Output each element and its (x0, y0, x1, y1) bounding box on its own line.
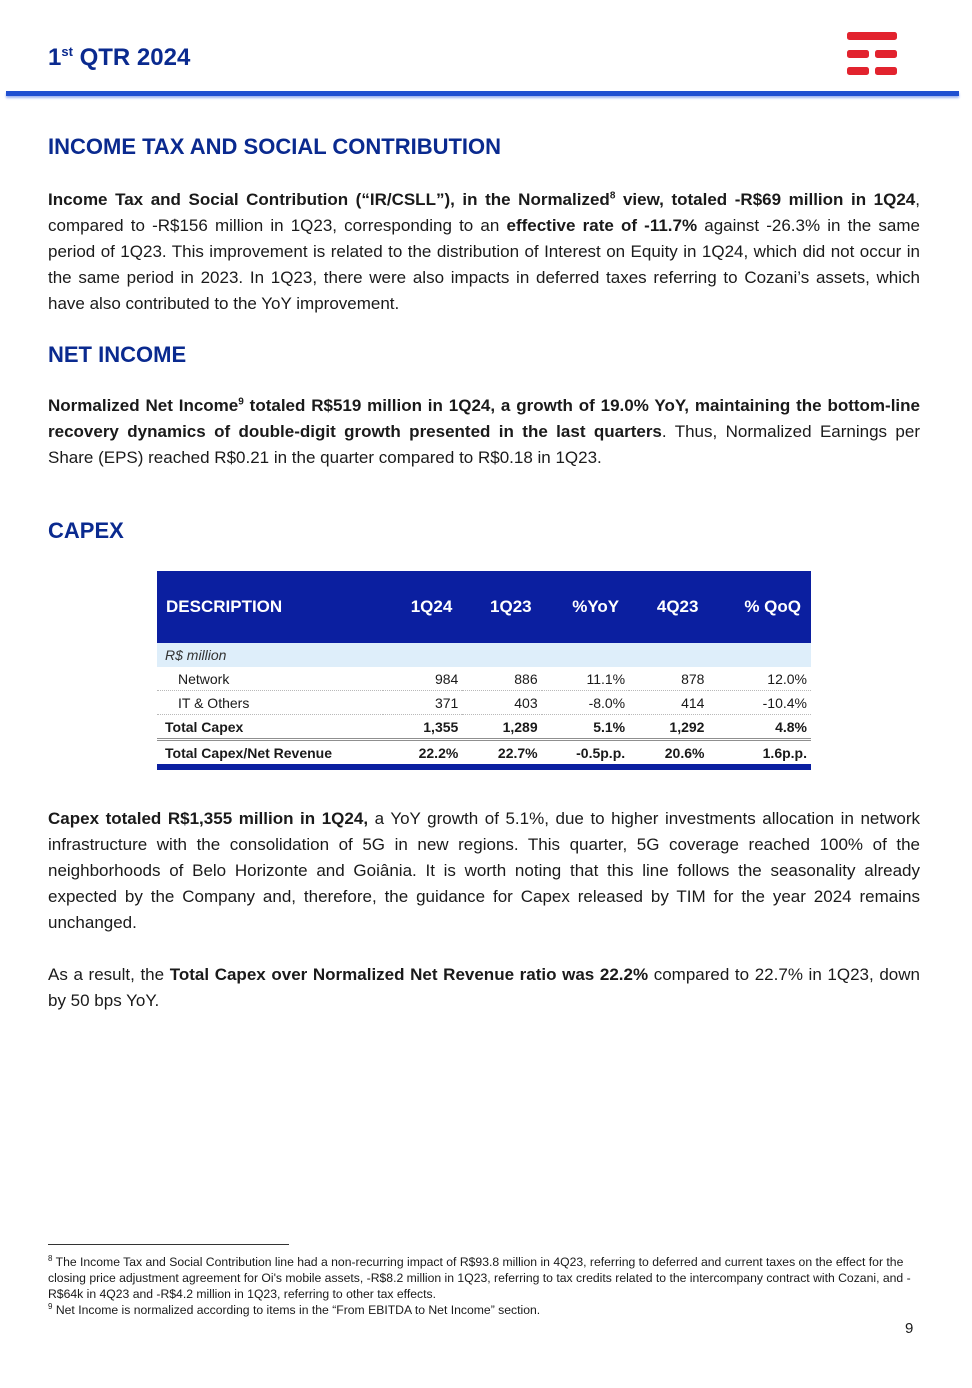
report-period-title (48, 44, 190, 72)
cell-value: 1,355 (383, 715, 462, 741)
logo-bar-top (847, 32, 897, 40)
capex-table (157, 571, 811, 770)
capex-heading: CAPEX (48, 518, 124, 543)
cell-value: 403 (462, 691, 541, 715)
footnote-9-text: Net Income is normalized according to items in the “From EBITDA to Net Income” section. (52, 1303, 541, 1317)
income-tax-bold-2: view, totaled -R$69 million in 1Q24 (615, 190, 916, 209)
table-row (157, 691, 811, 715)
capex-text-3: compared to 22.7% in 1Q23, down by 50 bps YoY. (48, 965, 920, 1010)
col-header-1q24: 1Q24 (383, 571, 462, 643)
capex-bold-1: Capex totaled R$1,355 million in 1Q24, (48, 809, 369, 828)
page-number: 9 (905, 1320, 914, 1337)
cell-value: -0.5p.p. (542, 741, 630, 770)
income-tax-bold-3: effective rate of -11.7% (506, 216, 698, 235)
cell-value: 22.2% (383, 741, 462, 770)
footnote-9 (48, 1302, 924, 1318)
logo-bar-mid-right (875, 50, 897, 58)
cell-value: 984 (383, 667, 462, 691)
col-header-description: DESCRIPTION (157, 571, 383, 643)
footnote-ref-9: 9 (238, 396, 244, 408)
logo-bar-bottom-right (875, 67, 897, 75)
tim-logo-icon (846, 32, 898, 76)
net-income-paragraph (48, 393, 920, 471)
col-header-qoq: % QoQ (708, 571, 811, 643)
row-label: Total Capex/Net Revenue (157, 741, 383, 770)
footnote-8-text: The Income Tax and Social Contribution line had a non-recurring impact of R$93.8 million in 4Q23, referring to deferred and current taxes on the effect for the closing price adjustment agreement for Oi's mobile assets, -R$8.2 million in 1Q23, referring to tax credits related to the intercompany contract with Cozani, and -R$64k in 4Q23 and -R$4.2 million in 1Q23, referring to other tax effects. (48, 1255, 911, 1301)
cell-value: 878 (629, 667, 708, 691)
cell-value: 5.1% (542, 715, 630, 741)
table-row (157, 667, 811, 691)
capex-text-1: a YoY growth of 5.1%, due to higher investments allocation in network infrastructure with the consolidation of 5G in new regions. This quarter, 5G coverage reached 100% of the neighborhoods of Belo Horizonte and Goiânia. It is worth noting that this line follows the seasonality already expected by the Company and, therefore, the guidance for Capex released by TIM for the year 2024 remains unchanged. (48, 809, 920, 932)
col-header-1q23: 1Q23 (462, 571, 541, 643)
cell-value: 1,289 (462, 715, 541, 741)
net-income-bold-1: Normalized Net Income (48, 396, 239, 415)
net-income-bold-2: totaled R$519 million in 1Q24, a growth of 19.0% YoY, maintaining the bottom-line recovery dynamics of double-digit growth presented in the last quarters (48, 396, 920, 441)
cell-value: -8.0% (542, 691, 630, 715)
income-tax-bold-1: Income Tax and Social Contribution (“IR/CSLL”), in the Normalized (48, 190, 610, 209)
capex-text-2: As a result, the (48, 965, 170, 984)
income-tax-text-2: against -26.3% in the same period of 1Q23. This improvement is related to the distribution of Interest on Equity in 1Q24, which did not occur in the same period in 2023. In 1Q23, there were also impacts in deferred taxes referring to Cozani’s assets, which have also contributed to the YoY improvement. (48, 216, 920, 313)
unit-label: R$ million (157, 643, 811, 667)
footnote-divider (48, 1244, 289, 1245)
net-income-heading: NET INCOME (48, 342, 187, 367)
col-header-yoy: %YoY (542, 571, 630, 643)
table-row-total (157, 715, 811, 741)
table-row-ratio (157, 741, 811, 770)
cell-value: 20.6% (629, 741, 708, 770)
capex-paragraph-1 (48, 806, 920, 936)
capex-paragraph-2 (48, 962, 920, 1014)
cell-value: 371 (383, 691, 462, 715)
row-label: Network (157, 667, 383, 691)
cell-value: -10.4% (708, 691, 811, 715)
cell-value: 11.1% (542, 667, 630, 691)
footnote-8-number: 8 (48, 1253, 53, 1263)
logo-bar-mid-left (847, 50, 869, 58)
cell-value: 1.6p.p. (708, 741, 811, 770)
title-number: 1 (48, 44, 62, 71)
cell-value: 1,292 (629, 715, 708, 741)
capex-bold-2: Total Capex over Normalized Net Revenue ratio was 22.2% (169, 965, 649, 984)
net-income-text-1: . Thus, Normalized Earnings per Share (EPS) reached R$0.21 in the quarter compared to R$0.18 in 1Q23. (48, 422, 920, 467)
unit-row (157, 643, 811, 667)
header-divider (6, 91, 959, 96)
col-header-4q23: 4Q23 (629, 571, 708, 643)
footnote-9-number: 9 (48, 1301, 53, 1311)
footnote-8 (48, 1254, 924, 1302)
footnote-ref-8: 8 (609, 190, 616, 202)
cell-value: 886 (462, 667, 541, 691)
title-ordinal: st (61, 44, 73, 59)
cell-value: 12.0% (708, 667, 811, 691)
cell-value: 22.7% (462, 741, 541, 770)
row-label: Total Capex (157, 715, 383, 741)
income-tax-paragraph (48, 187, 920, 317)
cell-value: 4.8% (708, 715, 811, 741)
title-rest: QTR 2024 (72, 44, 191, 71)
logo-bar-bottom-left (847, 67, 869, 75)
cell-value: 414 (629, 691, 708, 715)
income-tax-text-1: , compared to -R$156 million in 1Q23, corresponding to an (48, 190, 920, 235)
table-header-row (157, 571, 811, 643)
footnotes (48, 1254, 924, 1318)
row-label: IT & Others (157, 691, 383, 715)
income-tax-heading: INCOME TAX AND SOCIAL CONTRIBUTION (48, 134, 502, 159)
